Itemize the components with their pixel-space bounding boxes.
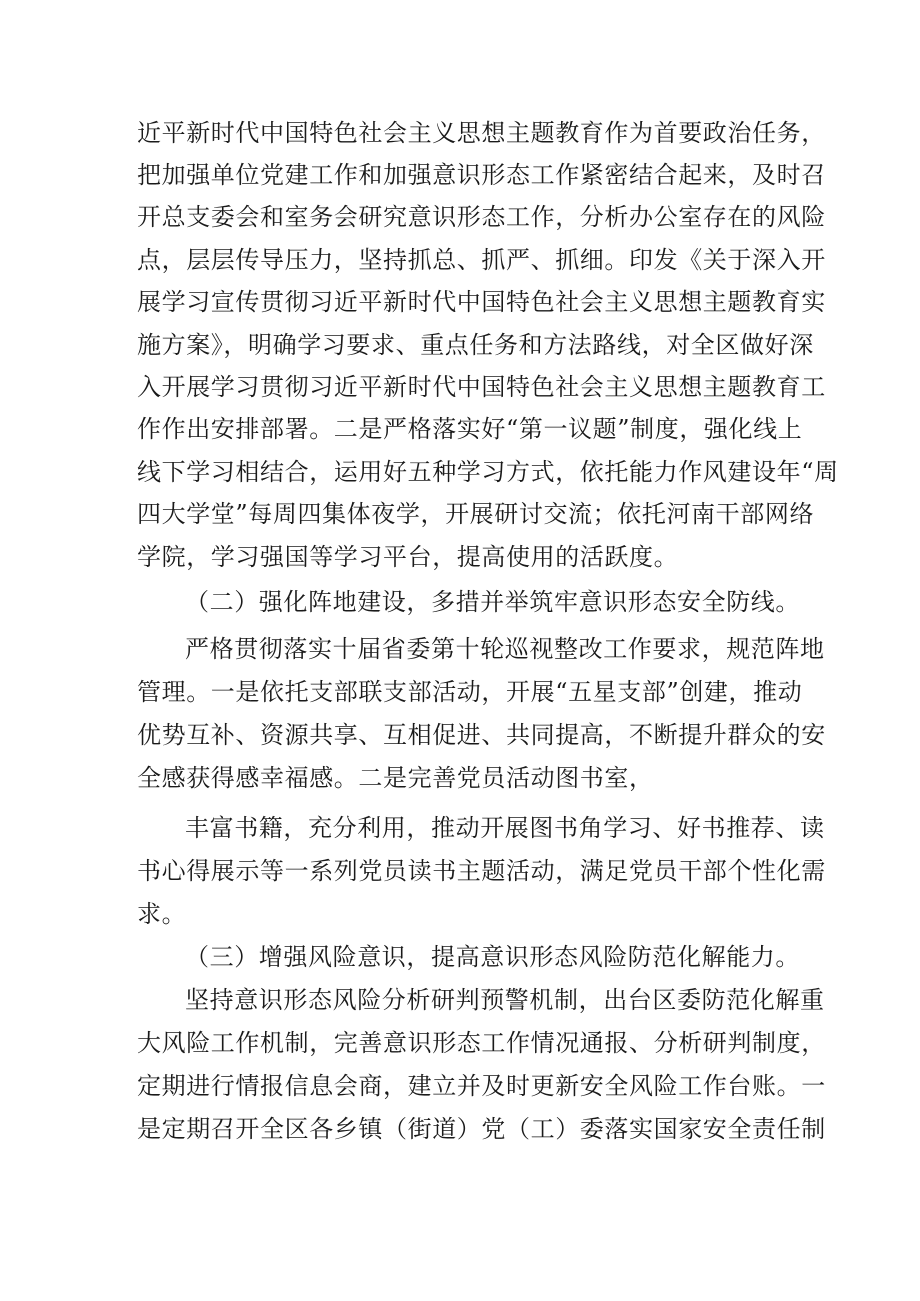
body-text-line: 定期进行情报信息会商，建立并及时更新安全风险工作台账。一 — [137, 1072, 826, 1100]
body-text-line: 开总支委会和室务会研究意识形态工作，分析办公室存在的风险 — [137, 203, 826, 231]
body-text-line: 近平新时代中国特色社会主义思想主题教育作为首要政治任务， — [137, 119, 826, 147]
body-text-line: 全感获得感幸福感。二是完善党员活动图书室， — [137, 764, 654, 792]
body-text-line: 点，层层传导压力，坚持抓总、抓严、抓细。印发《关于深入开 — [137, 246, 826, 274]
body-text-line: 优势互补、资源共享、互相促进、共同提高，不断提升群众的安 — [137, 721, 826, 749]
paragraph-first-line: 丰富书籍，充分利用，推动开展图书角学习、好书推荐、读 — [185, 814, 825, 842]
body-text-line: 是定期召开全区各乡镇（街道）党（工）委落实国家安全责任制 — [137, 1115, 826, 1143]
body-text-line: 施方案》，明确学习要求、重点任务和方法路线，对全区做好深 — [137, 331, 814, 359]
body-text-line: 入开展学习贯彻习近平新时代中国特色社会主义思想主题教育工 — [137, 373, 826, 401]
body-text-line: 大风险工作机制，完善意识形态工作情况通报、分析研判制度， — [137, 1029, 826, 1057]
body-text-line: 学院，学习强国等学习平台，提高使用的活跃度。 — [137, 543, 679, 571]
body-text-line: 作作出安排部署。二是严格落实好“第一议题”制度，强化线上 — [137, 415, 803, 443]
paragraph-first-line: 坚持意识形态风险分析研判预警机制，出台区委防范化解重 — [185, 986, 825, 1014]
body-text-line: 展学习宣传贯彻习近平新时代中国特色社会主义思想主题教育实 — [137, 288, 826, 316]
body-text-line: 四大学堂”每周四集体夜学，开展研讨交流；依托河南干部网络 — [137, 500, 815, 528]
body-text-line: 求。 — [137, 900, 187, 928]
section-heading-2: （二）强化阵地建设，多措并举筑牢意识形态安全防线。 — [185, 588, 800, 616]
body-text-line: 书心得展示等一系列党员读书主题活动，满足党员干部个性化需 — [137, 857, 826, 885]
body-text-line: 把加强单位党建工作和加强意识形态工作紧密结合起来，及时召 — [137, 161, 826, 189]
paragraph-first-line: 严格贯彻落实十届省委第十轮巡视整改工作要求，规范阵地 — [185, 635, 825, 663]
body-text-line: 线下学习相结合，运用好五种学习方式，依托能力作风建设年“周 — [137, 458, 839, 486]
body-text-line: 管理。一是依托支部联支部活动，开展“五星支部”创建，推动 — [137, 678, 803, 706]
section-heading-3: （三）增强风险意识，提高意识形态风险防范化解能力。 — [185, 943, 800, 971]
